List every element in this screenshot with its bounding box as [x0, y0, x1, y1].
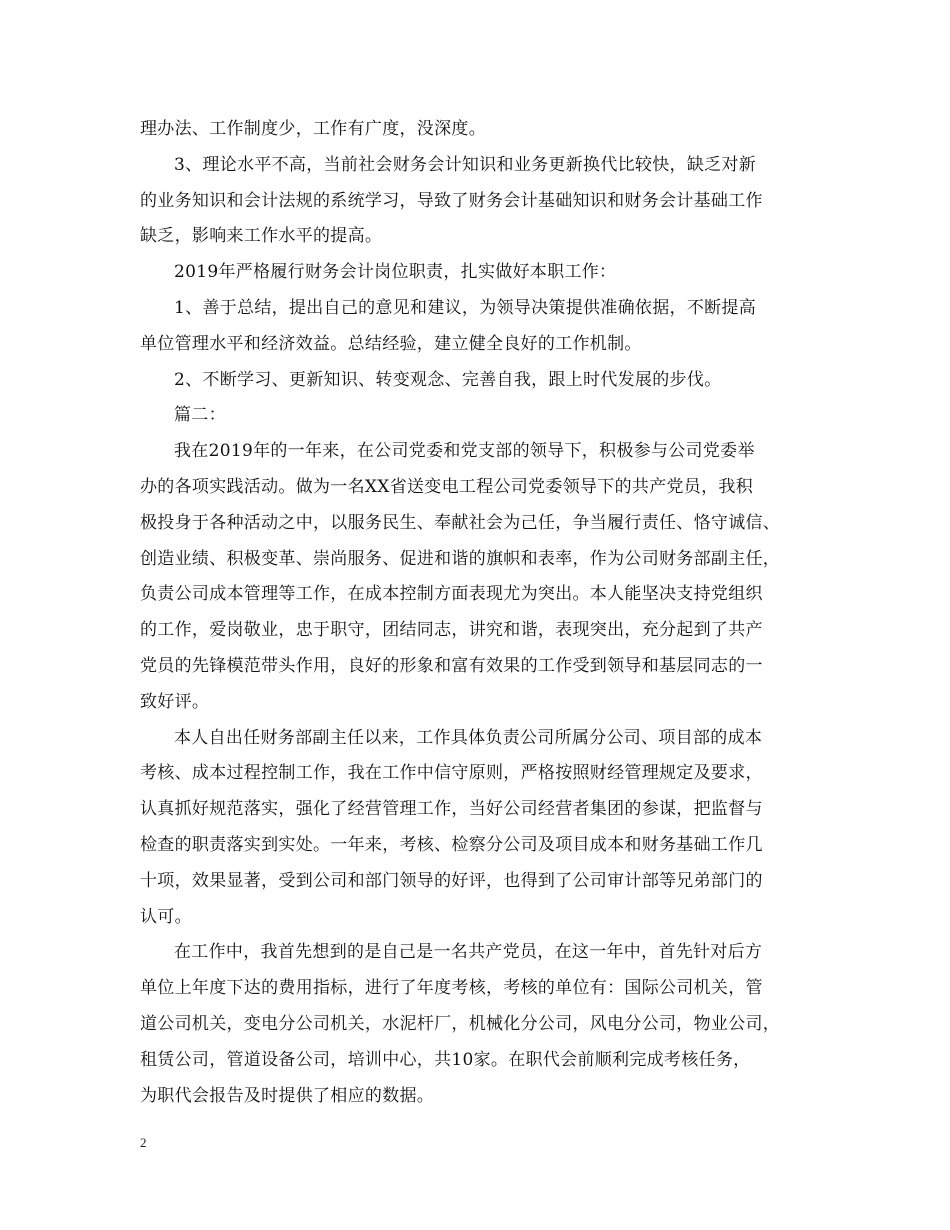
text-line: 在工作中，我首先想到的是自己是一名共产党员，在这一年中，首先针对后方 — [174, 942, 763, 963]
text-line: 办的各项实践活动。做为一名XX省送变电工程公司党委领导下的共产党员，我积 — [140, 476, 754, 497]
text-line: 本人自出任财务部副主任以来，工作具体负责公司所属分公司、项目部的成本 — [174, 727, 763, 748]
section-heading: 篇二： — [174, 405, 226, 426]
text-line: 负责公司成本管理等工作，在成本控制方面表现尤为突出。本人能坚决支持党组织 — [140, 584, 763, 605]
text-line: 创造业绩、积极变革、崇尚服务、促进和谐的旗帜和表率，作为公司财务部副主任， — [140, 548, 781, 569]
text-line: 租赁公司，管道设备公司，培训中心，共10家。在职代会前顺利完成考核任务， — [140, 1049, 751, 1070]
text-line: 我在2019年的一年来，在公司党委和党支部的领导下，积极参与公司党委举 — [174, 441, 755, 462]
text-line: 考核、成本过程控制工作，我在工作中信守原则，严格按照财经管理规定及要求， — [140, 763, 763, 784]
text-line: 认可。 — [140, 906, 192, 927]
text-line: 致好评。 — [140, 691, 210, 712]
text-line: 为职代会报告及时提供了相应的数据。 — [140, 1085, 435, 1106]
text-line: 十项，效果显著，受到公司和部门领导的好评，也得到了公司审计部等兄弟部门的 — [140, 870, 763, 891]
text-line: 认真抓好规范落实，强化了经营管理工作，当好公司经营者集团的参谋，把监督与 — [140, 799, 763, 820]
text-line: 极投身于各种活动之中，以服务民生、奉献社会为己任，争当履行责任、恪守诚信、 — [140, 512, 781, 533]
text-line: 单位管理水平和经济效益。总结经验，建立健全良好的工作机制。 — [140, 333, 642, 354]
text-line: 3、理论水平不高，当前社会财务会计知识和业务更新换代比较快，缺乏对新 — [174, 154, 757, 175]
text-line: 道公司机关，变电分公司机关，水泥杆厂，机械化分公司，风电分公司，物业公司， — [140, 1013, 781, 1034]
text-line: 检查的职责落实到实处。一年来，考核、检察分公司及项目成本和财务基础工作几 — [140, 834, 763, 855]
text-line: 的业务知识和会计法规的系统学习，导致了财务会计基础知识和财务会计基础工作 — [140, 190, 763, 211]
text-line: 2、不断学习、更新知识、转变观念、完善自我，跟上时代发展的步伐。 — [174, 369, 722, 390]
text-line: 理办法、工作制度少，工作有广度，没深度。 — [140, 119, 486, 139]
text-line: 的工作，爱岗敬业，忠于职守，团结同志，讲究和谐，表现突出，充分起到了共产 — [140, 620, 763, 641]
text-line: 2019年严格履行财务会计岗位职责，扎实做好本职工作： — [174, 262, 617, 283]
document-body — [140, 112, 820, 1114]
text-line: 1、善于总结，提出自己的意见和建议，为领导决策提供准确依据，不断提高 — [174, 297, 757, 318]
page-number: 2 — [140, 1135, 147, 1150]
text-line: 缺乏，影响来工作水平的提高。 — [140, 226, 383, 247]
text-line: 党员的先锋模范带头作用，良好的形象和富有效果的工作受到领导和基层同志的一 — [140, 655, 763, 676]
text-line: 单位上年度下达的费用指标，进行了年度考核，考核的单位有：国际公司机关，管 — [140, 978, 763, 999]
